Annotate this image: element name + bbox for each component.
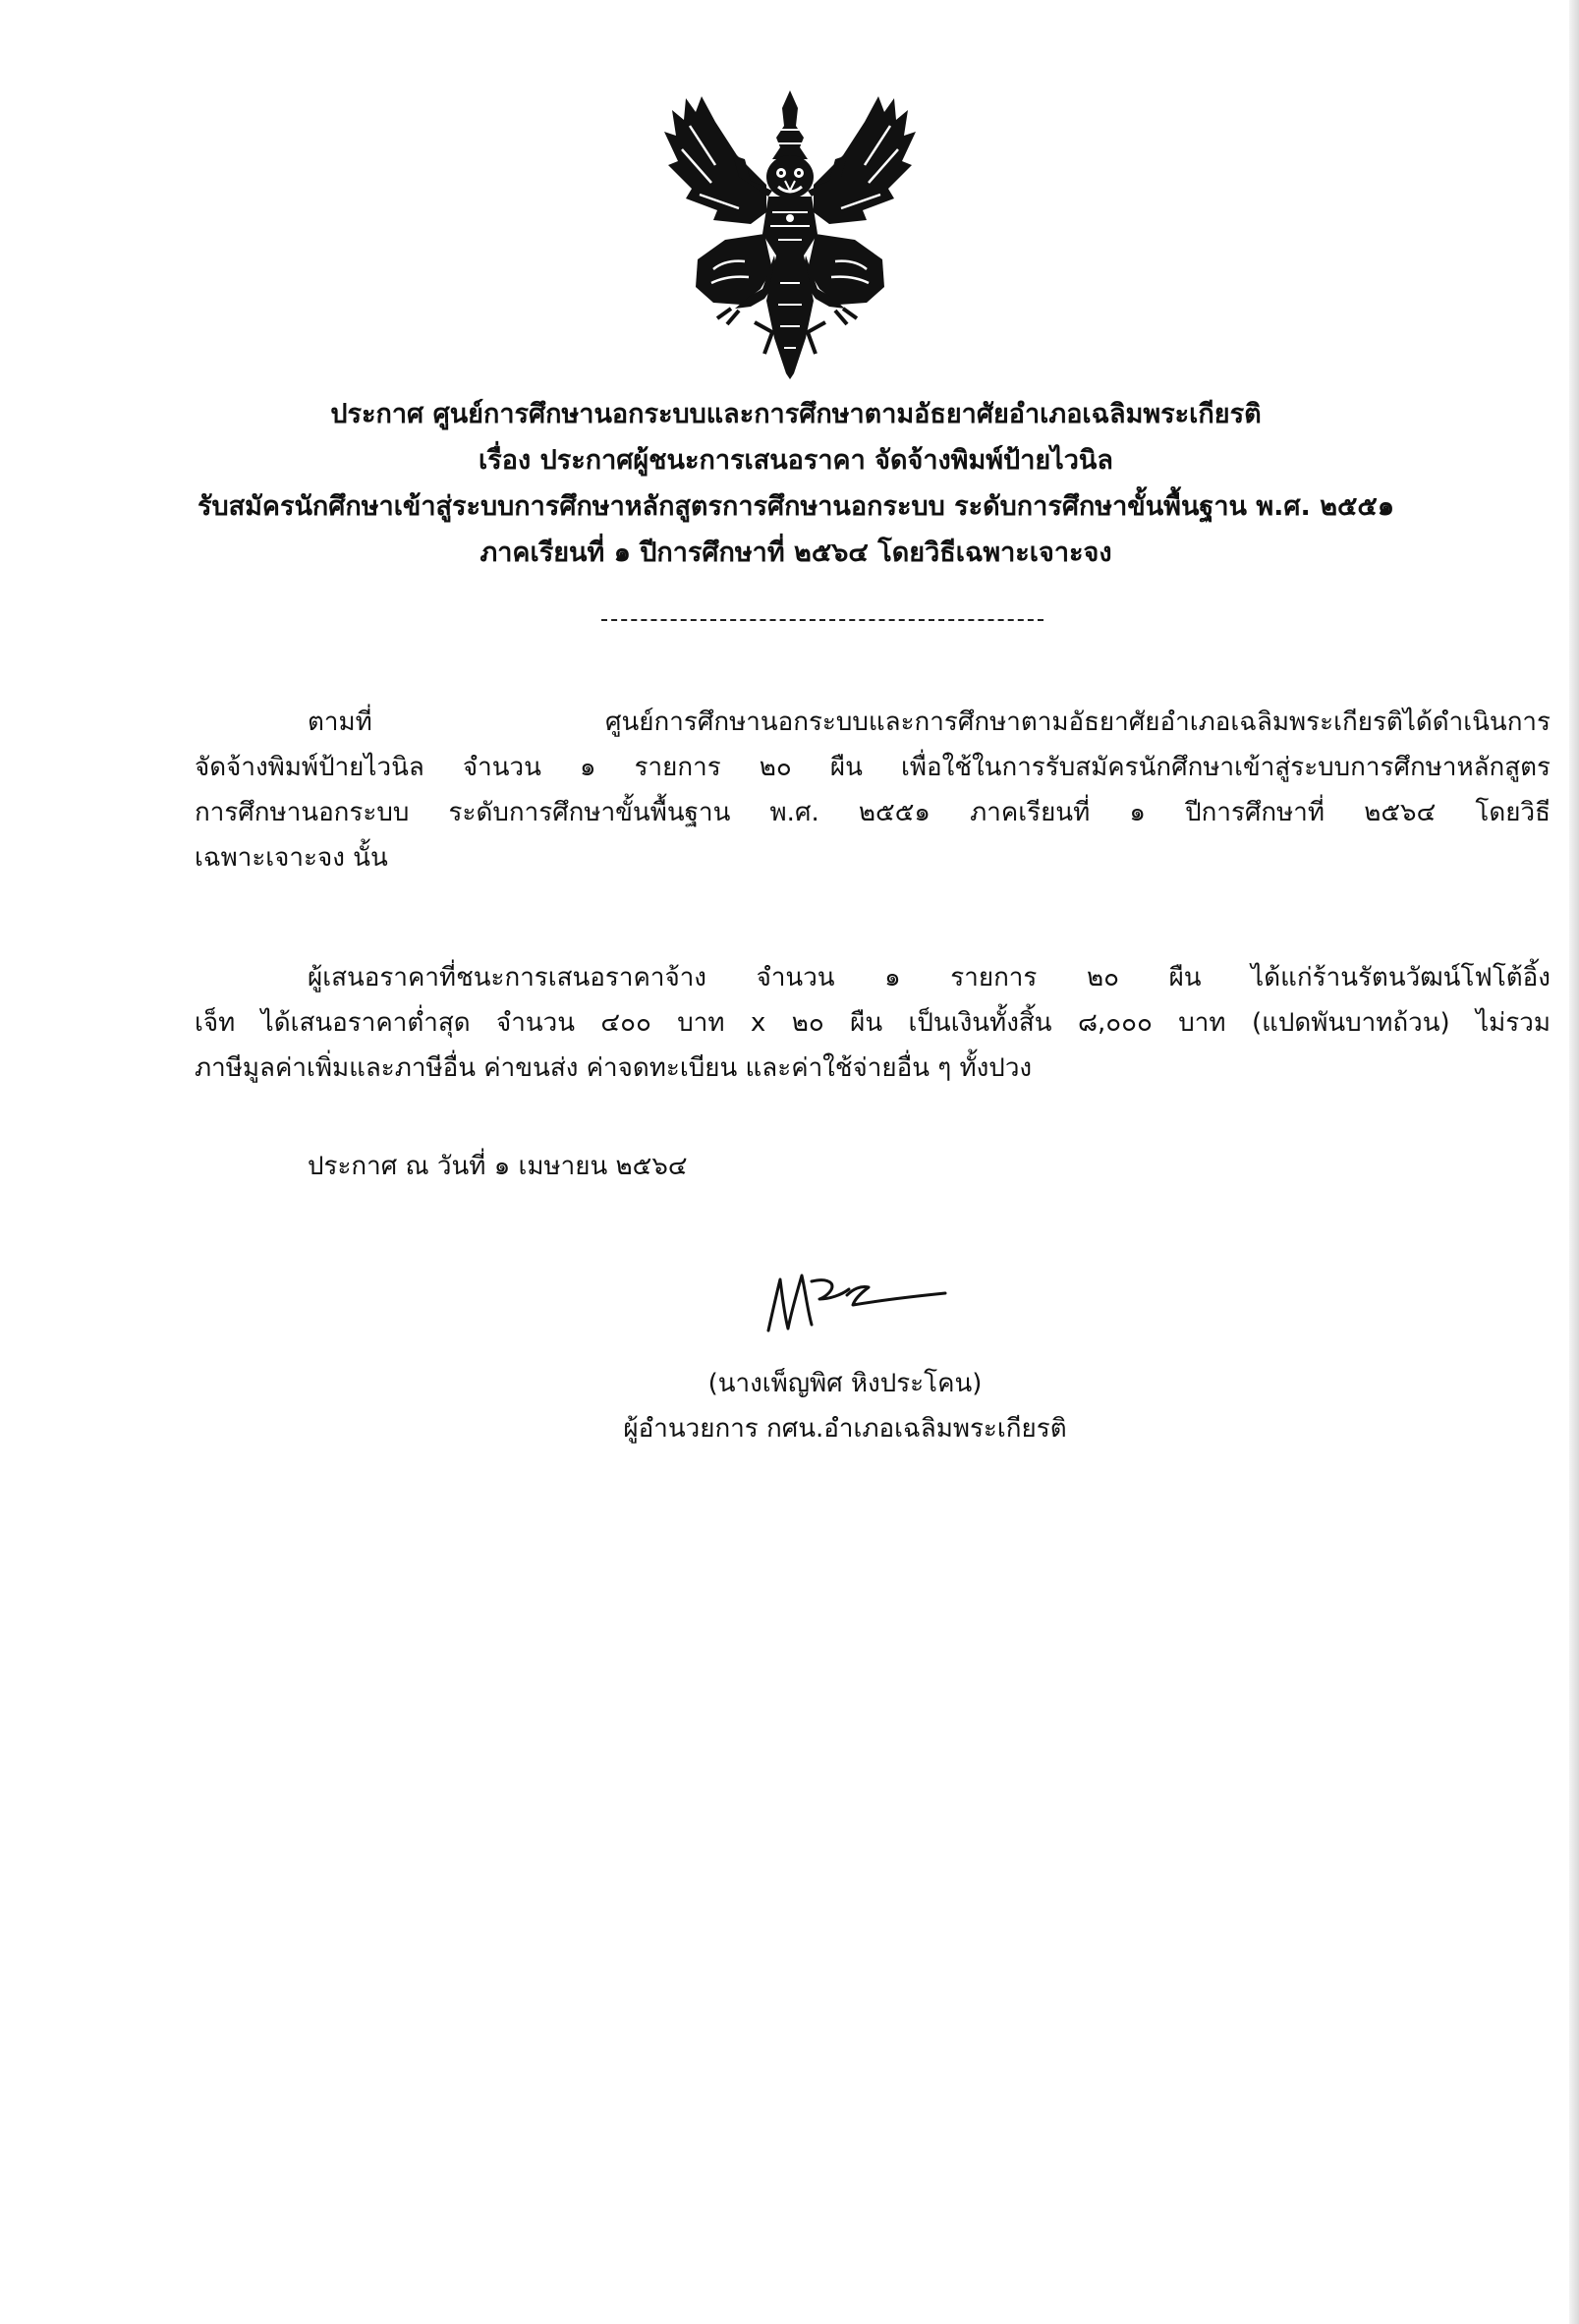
page-edge-shadow: [1569, 0, 1579, 2324]
signatory-name: (นางเพ็ญพิศ หิงประโคน): [707, 1369, 983, 1398]
body-paragraph-2: [195, 955, 1551, 1091]
announcement-date: ประกาศ ณ วันที่ ๑ เมษายน ๒๕๖๔: [308, 1152, 688, 1181]
signatory-position: ผู้อำนวยการ กศน.อำเภอเฉลิมพระเกียรติ: [623, 1414, 1067, 1444]
paragraph-line: จัดจ้างพิมพ์ป้ายไวนิล จำนวน ๑ รายการ ๒๐ ผืน เพื่อใช้ในการรับสมัครนักศึกษาเข้าสู่ระบบการศึกษาหลักสูตร: [195, 753, 1551, 782]
separator-line: [601, 619, 1043, 621]
garuda-emblem-icon: [656, 86, 924, 381]
title-line-3: รับสมัครนักศึกษาเข้าสู่ระบบการศึกษาหลักสูตรการศึกษานอกระบบ ระดับการศึกษาขั้นพื้นฐาน พ.ศ. ๒๕๕๑: [197, 491, 1395, 522]
announcement-title: [98, 391, 1494, 576]
title-line-2: เรื่อง ประกาศผู้ชนะการเสนอราคา จัดจ้างพิมพ์ป้ายไวนิล: [479, 445, 1113, 476]
signatory-block: [550, 1361, 1140, 1451]
body-paragraph-1: [195, 700, 1551, 880]
title-line-4: ภาคเรียนที่ ๑ ปีการศึกษาที่ ๒๕๖๔ โดยวิธีเฉพาะเจาะจง: [479, 538, 1112, 568]
signature-mark: [759, 1260, 955, 1338]
title-line-1: ประกาศ ศูนย์การศึกษานอกระบบและการศึกษาตามอัธยาศัยอำเภอเฉลิมพระเกียรติ: [330, 399, 1262, 429]
paragraph-line: การศึกษานอกระบบ ระดับการศึกษาขั้นพื้นฐาน พ.ศ. ๒๕๕๑ ภาคเรียนที่ ๑ ปีการศึกษาที่ ๒๕๖๔ โดยวิธี: [195, 798, 1551, 827]
paragraph-line: เจ็ท ได้เสนอราคาต่ำสุด จำนวน ๔๐๐ บาท x ๒๐ ผืน เป็นเงินทั้งสิ้น ๘,๐๐๐ บาท (แปดพันบาทถ้วน) ไม่รวม: [195, 1008, 1551, 1038]
paragraph-line: เฉพาะเจาะจง นั้น: [195, 843, 388, 873]
paragraph-line: ภาษีมูลค่าเพิ่มและภาษีอื่น ค่าขนส่ง ค่าจดทะเบียน และค่าใช้จ่ายอื่น ๆ ทั้งปวง: [195, 1053, 1033, 1083]
paragraph-line: ผู้เสนอราคาที่ชนะการเสนอราคาจ้าง จำนวน ๑ รายการ ๒๐ ผืน ได้แก่ร้านรัตนวัฒน์โฟโต้อิ้ง: [308, 963, 1551, 992]
paragraph-line: ตามที่ ศูนย์การศึกษานอกระบบและการศึกษาตามอัธยาศัยอำเภอเฉลิมพระเกียรติได้ดำเนินการ: [308, 708, 1551, 737]
